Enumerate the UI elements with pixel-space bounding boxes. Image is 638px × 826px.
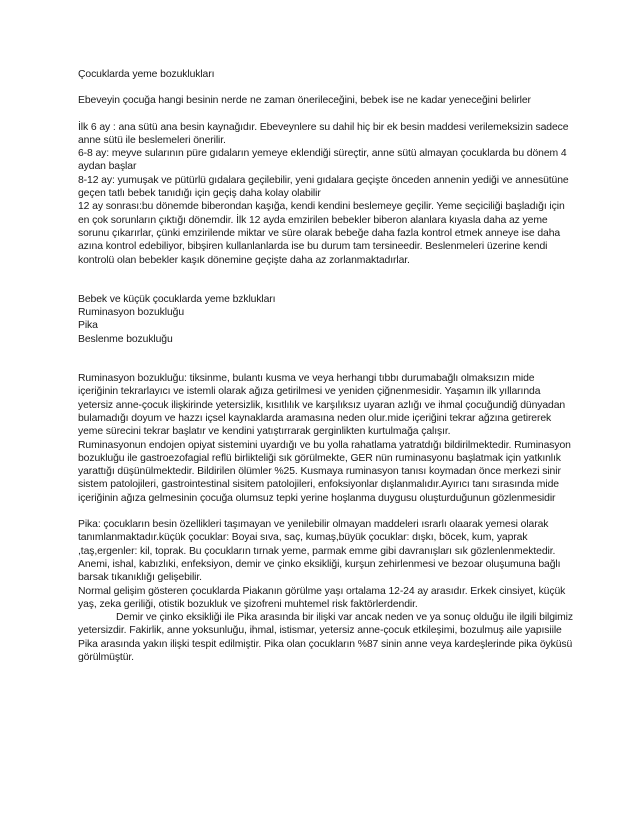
ruminasyon-paragraph: Ruminasyonun endojen opiyat sistemini uyardığı ve bu yolla rahatlama yatratdığı bildirilmektedir. Ruminasyon bozukluğu ile gastroezofagial reflü birlikteliği sık görülmekte, GER nün ruminasyonu başlatmak için yatkınlık yarattığı düşünülmektedir. Bildirilen ölümler %25. Kusmaya ruminasyon tanısı koymadan önce merkezi sinir sistem patolojileri, gastrointestinal sisitem patolojileri, enfoksiyonlar dışlanmalıdır.Ayırıcı tanı sırasında mide içeriğinin ağıza gelmesinin çocuğa olumsuz tepki yerine hoşlanma duygusu oluşturduğunun gözlenmesidir: [78, 439, 571, 504]
pika-paragraph: Pika: çocukların besin özellikleri taşımayan ve yenilebilir olmayan maddeleri ısrarlı olaarak yemesi olarak tanımlanmaktadır.küçük çocuklar: Boyai sıva, saç, kumaş,büyük çocuklar: dışkı, böcek, kum, yaprak ,taş,ergenler: kil, toprak. Bu çocukların tırnak yeme, parmak emme gibi davranışları sık gözlenlenmektedir. Anemi, ishal, kabızlıki, enfeksiyon, demir ve çinko eksikliği, kurşun zehirlenmesi ve bezoar oluşumuna bağlı barsak tıkanıklığı gelişebilir.: [78, 519, 561, 584]
list-item: Beslenme bozukluğu: [78, 333, 173, 345]
pika-paragraph: Normal gelişim gösteren çocuklarda Piakanın görülme yaşı ortalama 12-24 ay arasıdır. Erkek cinsiyet, küçük yaş, zeka geriliği, otistik bozukluk ve şizofreni muhtemel risk faktörlerdendir.: [78, 585, 566, 610]
document-body: [78, 68, 574, 664]
stage-6-8-months: 6-8 ay: meyve sularının püre gıdaların yemeye eklendiği süreçtir, anne sütü almayan çocuklarda bu dönem 4 aydan başlar: [78, 148, 567, 173]
pika-paragraph-text: Demir ve çinko eksikliği ile Pika arasında bir ilişki var ancak neden ve ya sonuç olduğu ile ilgili bilgimiz yetersizdir. Fakirlik, anne yoksunluğu, ihmal, istismar, yetersiz anne-çocuk etkileşimi, bozulmuş aile yapısiile Pika arasında yakın ilişki tespit edilmiştir. Pika olan çocukların %87 sinin anne veya kardeşlerinde pika öyküsü görülmüştür.: [78, 612, 573, 663]
list-item: Pika: [78, 320, 98, 332]
stage-first-6-months: İlk 6 ay : ana sütü ana besin kaynağıdır. Ebeveynlere su dahil hiç bir ek besin maddesi verilemeksizin sadece anne sütü ile beslemeleri önerilir.: [78, 121, 569, 146]
list-heading: Bebek ve küçük çocuklarda yeme bzklukları: [78, 293, 276, 305]
intro-paragraph: Ebeveyin çocuğa hangi besinin nerde ne zaman önerileceğini, bebek ise ne kadar yeneceğini belirler: [78, 95, 531, 107]
list-item: Ruminasyon bozukluğu: [78, 307, 185, 319]
ruminasyon-paragraph: Ruminasyon bozukluğu: tiksinme, bulantı kusma ve veya herhangi tıbbı durumabağlı olmaksızın mide içeriğinin tekrarlayıcı ve istemli olarak ağıza getirilmesi ve yeniden çiğnenmesidir. Yaşamın ilk yıllarında yetersiz anne-çocuk ilişkirinde yetersizlik, kısıtlılık ve karşılıksız uyaran azlığı ve ihmal çocuğundiğ dünyadan bulamadığı doyum ve hazzı içsel kaynaklarda aramasına neden olur.mide içeriğini tekrar ağzına getirerek yeme sürecini tekrar başlatır ve kendini yatıştırrarak gerginlikten kurtulmağa çalışır.: [78, 373, 566, 438]
document-title: Çocuklarda yeme bozuklukları: [78, 69, 215, 80]
stage-after-12-months: 12 ay sonrası:bu dönemde biberondan kaşığa, kendi kendini beslemeye geçilir. Yeme seçiciliği başladığı için en çok sorunların çıktığı dönemdir. İlk 12 ayda emzirilen bebekler biberon alanlara kıyasla daha az yeme sorunu çıkarırlar, çünki emzirilende miktar ve süre olarak bebeğe daha fazla kontrol etmek anneye ise daha azına kontrol edebiliyor, bibşiren kullanlanlarda ise bu durum tam tersineedir. Beslenmeleri üzerine kendi kontrolü olan bebekler kaşık dönemine geçişte daha az zorlanmaktadırlar.: [78, 201, 565, 266]
pika-paragraph-indented: [78, 611, 574, 664]
stage-8-12-months: 8-12 ay: yumuşak ve pütürlü gıdalara geçilebilir, yeni gıdalara geçişte önceden annenin yediği ve annesütüne geçen tatlı bebek tanıdığı için geçiş daha kolay olabilir: [78, 174, 569, 200]
